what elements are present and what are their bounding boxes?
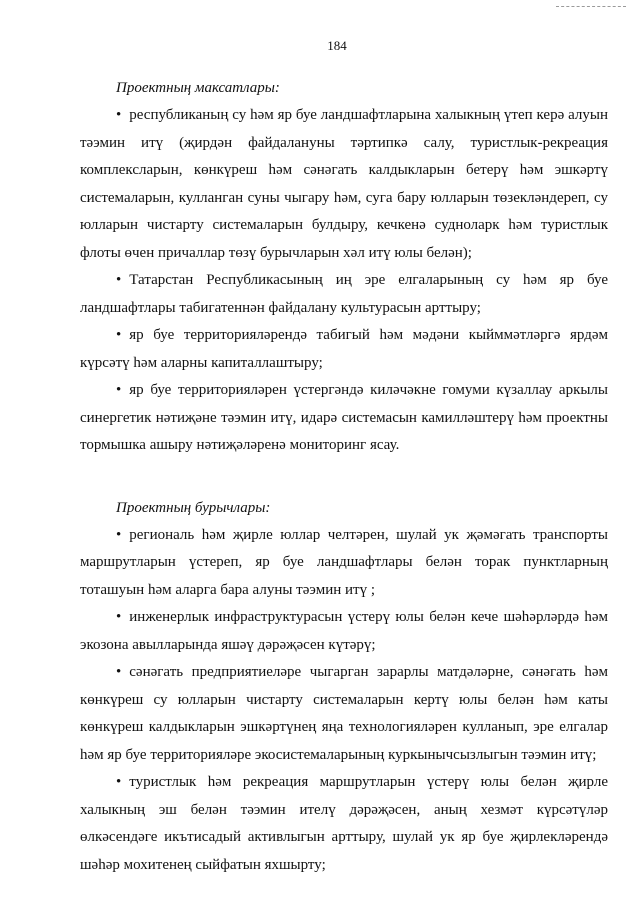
goal-item [80, 322, 608, 377]
task-item [80, 769, 608, 879]
task-item-text: инженерлык инфраструктурасын үстерү юлы белән кече шәһәрләрдә һәм экозона авылларында яшәү дәрәҗәсен күтәрү; [80, 609, 608, 653]
goal-item-text: Татарстан Республикасының иң эре елгаларының су һәм яр буе ландшафтлары табигатеннән файдалану культурасын арттыру; [80, 272, 608, 316]
goal-item [80, 102, 608, 267]
bullet-icon: • [116, 609, 122, 625]
bullet-icon: • [116, 327, 122, 343]
bullet-icon: • [116, 272, 122, 288]
corner-scan-rule [556, 6, 626, 7]
goal-item [80, 377, 608, 460]
task-item-text: туристлык һәм рекреация маршрутларын үстерү юлы белән җирле халыкның эш белән тәэмин ителү дәрәҗәсен, аның хезмәт күрсәтүләр өлкәсендәге икътисадый активлыгын арттыру, шулай ук яр буе җирлекләрендә шәһәр мохитенең сыйфатын яхшырту; [80, 774, 608, 873]
bullet-icon: • [116, 664, 122, 680]
section-title-tasks: Проектның бурычлары: [116, 499, 271, 516]
goal-item-text: яр буе территорияләрен үстергәндә киләчәкне гомуми күзаллау аркылы синергетик нәтиҗәне тәэмин итү, идарә системасын камилләштерү һәм проектны тормышка ашыру нәтиҗәләренә мониторинг ясау. [80, 382, 608, 453]
goal-item [80, 267, 608, 322]
task-item-text: сәнәгать предприятиеләре чыгарган зарарлы матдәләрне, сәнәгать һәм көнкүреш су юлларын чистарту системаларын кертү юлы белән һәм каты көнкүреш калдыкларын эшкәртүнең яңа технологияләрен кулланып, эре елгалар һәм яр буе территорияләре экосистемаларының куркынычсызлыгын тәэмин итү; [80, 664, 608, 763]
bullet-icon: • [116, 774, 122, 790]
section-title-goals: Проектның максатлары: [116, 80, 280, 96]
goal-item-text: яр буе территорияләрендә табигый һәм мәдәни кыйммәтләргә ярдәм күрсәтү һәм аларны капиталлаштыру; [80, 327, 608, 371]
task-item [80, 659, 608, 769]
bullet-icon: • [116, 382, 122, 398]
bullet-icon: • [116, 526, 122, 543]
task-item-text: региональ һәм җирле юллар челтәрен, шулай ук җәмәгать транспорты маршрутларын үстереп, яр буе ландшафтлары белән торак пунктларның тоташуын һәм аларга бара алуны тәэмин итү ; [80, 526, 608, 598]
bullet-icon: • [116, 107, 122, 123]
task-item [80, 522, 608, 605]
page-number: 184 [327, 38, 347, 53]
goal-item-text: республиканың су һәм яр буе ландшафтларына халыкның үтеп керә алуын тәэмин итү (җирдән файдалануны тәртипкә салу, туристлык-рекреация комплексларын, көнкүреш һәм сәнәгать калдыкларын бетерү һәм эшкәртү системаларын, кулланган суны чыгару һәм, суга бару юлларын төзекләндереп, су юлларын чистарту системаларын булдыру, кечкенә судноларк һәм туристлык флоты өчен причаллар төзү бурычларын хәл итү юлы белән); [80, 107, 608, 261]
task-item [80, 604, 608, 659]
document-page [80, 38, 608, 879]
section-tasks [80, 495, 608, 880]
section-goals [80, 75, 608, 460]
